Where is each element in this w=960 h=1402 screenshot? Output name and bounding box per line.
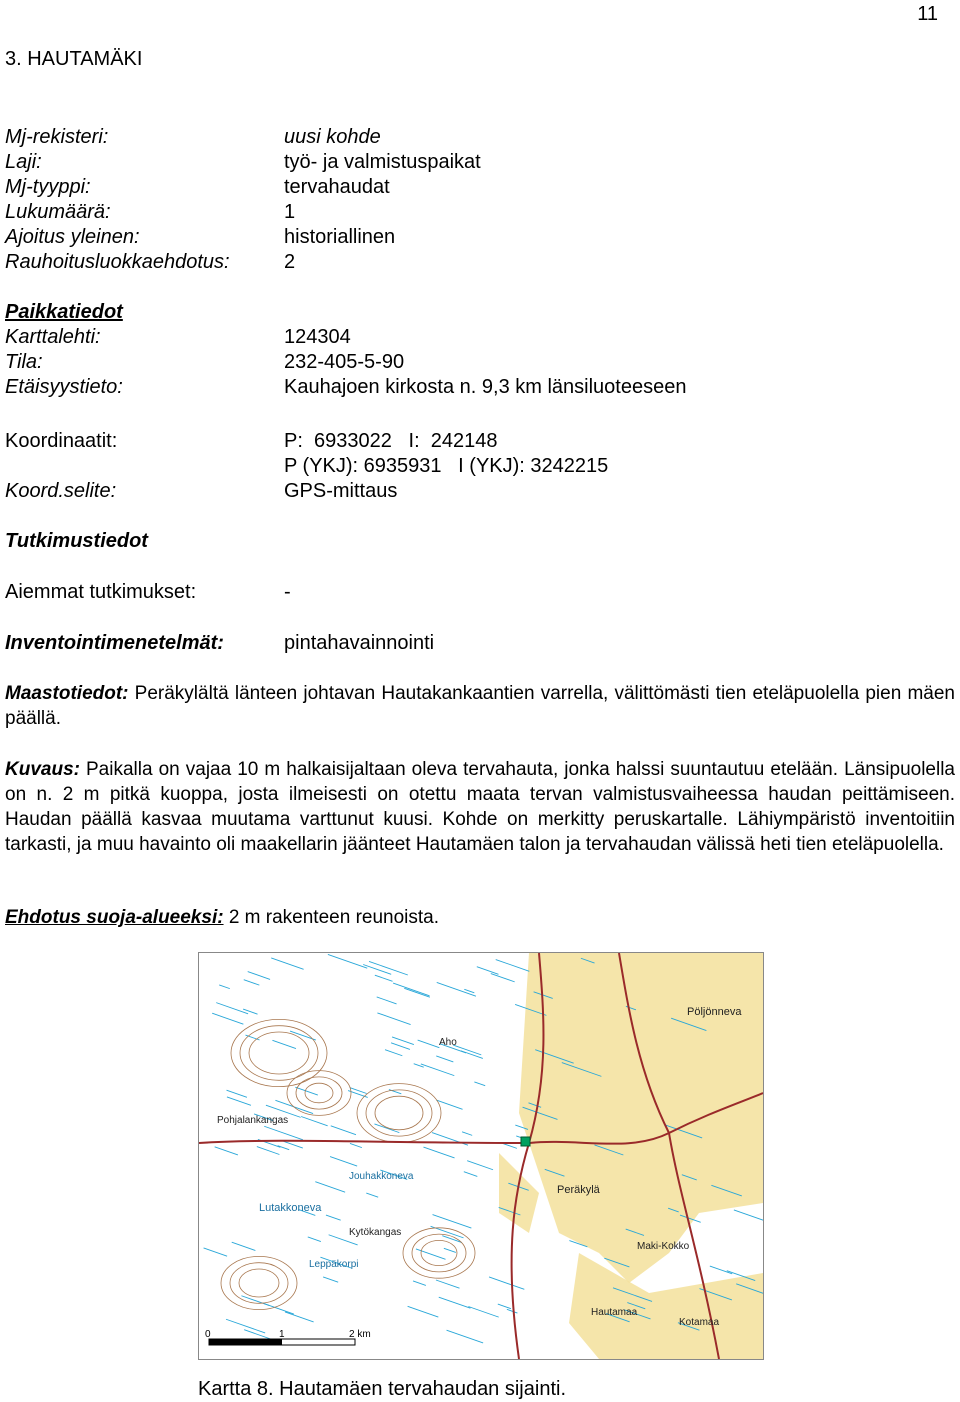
koordinaatit-line2: P (YKJ): 6935931 I (YKJ): 3242215 (284, 455, 609, 477)
road-line (199, 1141, 529, 1143)
contour-ring (357, 1084, 441, 1143)
swamp-line (284, 1141, 303, 1148)
swamp-line (350, 1143, 362, 1147)
swamp-line (437, 982, 476, 996)
page-number: 11 (917, 3, 938, 25)
swamp-line (393, 983, 429, 996)
karttalehti-label: Karttalehti: (5, 326, 101, 348)
contour-ring (375, 1096, 423, 1130)
aiemmat-label: Aiemmat tutkimukset: (5, 581, 197, 603)
map-graphic (199, 953, 763, 1359)
map-label: Pöljönneva (687, 1006, 742, 1018)
swamp-line (423, 1147, 454, 1158)
field-area (519, 953, 763, 1283)
swamp-line (227, 1097, 251, 1105)
contour-ring (231, 1019, 327, 1086)
swamp-line (363, 965, 391, 975)
swamp-line (278, 1146, 290, 1150)
ajoitus-value: historiallinen (284, 226, 396, 248)
swamp-line (392, 1037, 414, 1045)
tila-value: 232-405-5-90 (284, 351, 405, 373)
field-area (499, 1153, 539, 1233)
etaisyys-value: Kauhajoen kirkosta n. 9,3 km länsiluoteeseen (284, 376, 687, 398)
swamp-line (315, 1182, 345, 1192)
swamp-line (330, 1157, 357, 1166)
etaisyys-label: Etäisyystieto: (5, 376, 123, 398)
tila-label: Tila: (5, 351, 43, 373)
swamp-line (215, 1147, 238, 1155)
swamp-line (216, 1003, 248, 1014)
page-title: 3. HAUTAMÄKI (5, 48, 143, 70)
koordinaatit-label: Koordinaatit: (5, 430, 118, 452)
map-caption: Kartta 8. Hautamäen tervahaudan sijainti. (198, 1378, 566, 1400)
swamp-line (272, 1040, 296, 1048)
kuvaus-text: Paikalla on vajaa 10 m halkaisijaltaan oleva tervahauta, jonka halssi suuntautuu etelään. Länsipuolella on n. 2 m pitkä kuoppa, josta ilmeisesti on otettu maata tervan valmistusvaiheessa haudan peittämiseen. Haudan päällä kasvaa muutama varttunut kuusi. Kohde on merkitty peruskartalle. Lähiympäristö inventoitiin tarkasti, ja muu havainto oli maakellarin jäänteet Hautamäen talon ja tervahaudan välissä heti tien eteläpuolella. (5, 759, 955, 855)
rauhoitus-value: 2 (284, 251, 296, 273)
swamp-line (219, 985, 230, 989)
map-label: Kytökangas (349, 1227, 402, 1238)
swamp-line (507, 1309, 518, 1313)
swamp-line (468, 1306, 498, 1317)
swamp-line (246, 1035, 260, 1040)
laji-value: työ- ja valmistuspaikat (284, 151, 481, 173)
koord-selite-label: Koord.selite: (5, 480, 117, 502)
swamp-line (227, 1090, 247, 1097)
maastotiedot-text: Peräkylältä länteen johtavan Hautakankaantien varrella, välittömästi tien eteläpuolella pien mäen päällä. (5, 683, 955, 729)
kuvaus-label: Kuvaus: (5, 759, 80, 780)
laji-label: Laji: (5, 151, 42, 173)
swamp-line (308, 1237, 321, 1242)
koord-selite-value: GPS-mittaus (284, 480, 398, 502)
swamp-line (301, 1117, 328, 1126)
swamp-line (439, 1297, 471, 1308)
site-marker (521, 1137, 530, 1146)
topographic-map (198, 952, 764, 1360)
map-label: Peräkylä (557, 1184, 600, 1196)
contour-ring (403, 1228, 475, 1278)
swamp-line (462, 1132, 472, 1136)
swamp-line (464, 1172, 477, 1177)
map-label: Lutakkoneva (259, 1202, 322, 1214)
swamp-line (366, 1193, 378, 1197)
swamp-line (436, 1280, 460, 1288)
contour-ring (239, 1269, 279, 1297)
map-label: Hautamaa (591, 1307, 638, 1318)
lukumaara-value: 1 (284, 201, 296, 223)
swamp-line (375, 975, 393, 981)
swamp-line (328, 954, 367, 968)
swamp-line (331, 1126, 356, 1135)
research-heading: Tutkimustiedot (5, 530, 148, 552)
maastotiedot-label: Maastotiedot: (5, 683, 129, 704)
swamp-line (474, 1082, 485, 1086)
swamp-line (491, 974, 515, 982)
ehdotus-label: Ehdotus suoja-alueeksi: (5, 907, 224, 928)
swamp-line (477, 967, 499, 975)
inventointi-value: pintahavainnointi (284, 632, 435, 654)
swamp-line (447, 1330, 484, 1343)
map-label: Maki-Kokko (637, 1241, 690, 1252)
swamp-line (444, 1248, 456, 1252)
registry-label: Mj-rekisteri: (5, 126, 109, 148)
swamp-line (436, 1056, 453, 1062)
contour-ring (366, 1090, 432, 1136)
location-heading: Paikkatiedot (5, 301, 123, 323)
swamp-line (204, 1248, 228, 1256)
swamp-line (385, 1050, 402, 1056)
scale-label: 1 (279, 1329, 285, 1340)
map-label: Leppäkorpi (309, 1259, 359, 1270)
ajoitus-label: Ajoitus yleinen: (5, 226, 140, 248)
swamp-line (408, 1306, 439, 1317)
swamp-line (264, 1126, 303, 1140)
koordinaatit-line1: P: 6933022 I: 242148 (284, 430, 498, 452)
kuvaus-paragraph (5, 757, 955, 857)
maastotiedot-paragraph (5, 681, 955, 731)
inventointi-label: Inventointimenetelmät: (5, 632, 224, 654)
swamp-line (413, 1281, 426, 1285)
scale-label: 0 (205, 1329, 211, 1340)
field-area (569, 1253, 763, 1359)
swamp-line (271, 958, 303, 969)
swamp-line (391, 1043, 410, 1050)
swamp-line (710, 1266, 732, 1274)
swamp-line (421, 1064, 454, 1076)
swamp-line (404, 988, 430, 997)
scale-label: 2 km (349, 1329, 371, 1340)
swamp-line (433, 1215, 472, 1229)
swamp-line (244, 980, 260, 985)
swamp-line (467, 1161, 493, 1170)
mj-tyyppi-value: tervahaudat (284, 176, 390, 198)
swamp-line (418, 1040, 440, 1048)
swamp-line (734, 1210, 763, 1221)
map-label: Aho (439, 1037, 457, 1048)
ehdotus-paragraph (5, 905, 439, 930)
scale-bar (205, 1329, 371, 1345)
swamp-line (489, 1277, 524, 1289)
contour-ring (296, 1077, 342, 1109)
rauhoitus-label: Rauhoitusluokkaehdotus: (5, 251, 230, 273)
registry-value: uusi kohde (284, 126, 381, 148)
karttalehti-value: 124304 (284, 326, 351, 348)
map-label: Kotamaa (679, 1317, 720, 1328)
swamp-line (212, 1013, 243, 1024)
swamp-line (257, 1147, 280, 1155)
swamp-line (243, 1009, 257, 1014)
contour-ring (287, 1071, 351, 1116)
contour-ring (249, 1032, 309, 1074)
map-label: Pohjalankangas (217, 1115, 289, 1126)
map-label: Jouhakkoneva (349, 1171, 414, 1182)
swamp-line (377, 997, 397, 1004)
aiemmat-value: - (284, 581, 291, 603)
swamp-line (416, 1249, 446, 1259)
swamp-line (498, 1304, 511, 1309)
mj-tyyppi-label: Mj-tyyppi: (5, 176, 91, 198)
swamp-line (326, 1215, 341, 1220)
swamp-line (226, 1319, 265, 1333)
contour-ring (412, 1234, 466, 1272)
swamp-line (285, 1312, 314, 1322)
swamp-line (496, 960, 530, 972)
lukumaara-label: Lukumäärä: (5, 201, 111, 223)
swamp-line (323, 1277, 338, 1282)
swamp-line (232, 1242, 256, 1250)
swamp-line (248, 972, 270, 980)
ehdotus-text: 2 m rakenteen reunoista. (223, 907, 440, 928)
swamp-line (377, 1013, 410, 1025)
swamp-line (350, 1088, 367, 1094)
contour-ring (305, 1083, 333, 1103)
